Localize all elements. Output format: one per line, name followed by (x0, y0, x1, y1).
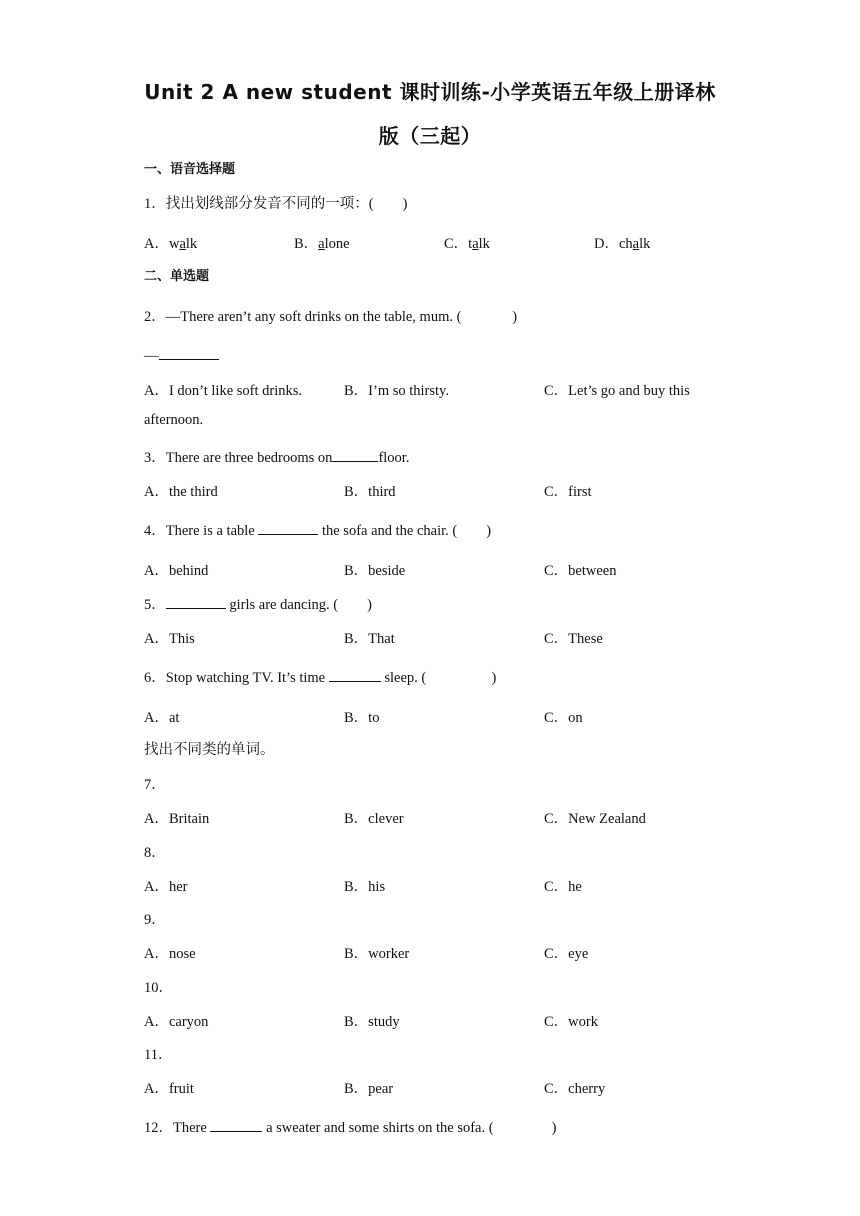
question-1-option-d: D．chalk (594, 236, 651, 252)
question-5-option-c: C．These (544, 631, 603, 647)
question-8-option-a: A．her (144, 879, 188, 895)
question-4-stem: 4．There is a table the sofa and the chair. ( ) (144, 519, 491, 540)
question-9-option-b: B．worker (344, 946, 410, 962)
odd-one-out-instruction: 找出不同类的单词。 (144, 742, 275, 758)
question-9-number: 9． (144, 912, 166, 928)
question-5-stem: 5． girls are dancing. ( ) (144, 593, 372, 614)
question-8-option-c: C．he (544, 879, 582, 895)
question-12-stem: 12．There a sweater and some shirts on the sofa. ( ) (144, 1116, 556, 1137)
question-1-option-c: C．talk (444, 236, 490, 252)
question-3-option-c: C．first (544, 484, 592, 500)
question-3-stem: 3．There are three bedrooms on floor. (144, 446, 409, 467)
question-10-option-c: C．work (544, 1014, 598, 1030)
question-9-option-c: C．eye (544, 946, 589, 962)
question-3-option-a: A．the third (144, 484, 218, 500)
question-10-option-b: B．study (344, 1014, 400, 1030)
question-4-option-b: B．beside (344, 563, 406, 579)
question-1-option-a: A．walk (144, 236, 198, 252)
question-11-option-b: B．pear (344, 1081, 394, 1097)
page-title-line1: Unit 2 A new student 课时训练-小学英语五年级上册译林 (144, 80, 716, 104)
question-5-option-b: B．That (344, 631, 395, 647)
question-7-option-b: B．clever (344, 811, 404, 827)
question-8-number: 8． (144, 845, 166, 861)
question-6-option-c: C．on (544, 710, 583, 726)
question-2-option-c-continued: afternoon. (144, 412, 204, 428)
question-2-option-a: A．I don’t like soft drinks. (144, 383, 303, 399)
question-10-number: 10． (144, 980, 173, 996)
question-2-stem: 2．—There aren’t any soft drinks on the table, mum. ( ) (144, 309, 518, 325)
question-11-option-a: A．fruit (144, 1081, 194, 1097)
question-11-number: 11． (144, 1047, 173, 1063)
page-title-line2: 版（三起） (378, 124, 482, 148)
question-4-option-c: C．between (544, 563, 617, 579)
question-7-option-c: C．New Zealand (544, 811, 646, 827)
question-1-option-b: B．alone (294, 236, 350, 252)
question-7-number: 7． (144, 777, 166, 793)
question-8-option-b: B．his (344, 879, 386, 895)
question-2-option-b: B．I’m so thirsty. (344, 383, 449, 399)
question-4-option-a: A．behind (144, 563, 209, 579)
question-1-stem: 1．找出划线部分发音不同的一项：( ) (144, 196, 408, 212)
question-6-option-a: A．at (144, 710, 180, 726)
section-heading-single-choice: 二、单选题 (144, 269, 210, 284)
question-6-stem: 6．Stop watching TV. It’s time sleep. ( ) (144, 666, 496, 687)
question-2-option-c: C．Let’s go and buy this (544, 383, 690, 399)
question-6-option-b: B．to (344, 710, 380, 726)
question-9-option-a: A．nose (144, 946, 196, 962)
question-5-option-a: A．This (144, 631, 195, 647)
question-2-answer-line: — (144, 345, 219, 365)
question-11-option-c: C．cherry (544, 1081, 606, 1097)
question-3-option-b: B．third (344, 484, 396, 500)
section-heading-phonics: 一、语音选择题 (144, 162, 236, 177)
question-10-option-a: A．caryon (144, 1014, 209, 1030)
question-7-option-a: A．Britain (144, 811, 210, 827)
